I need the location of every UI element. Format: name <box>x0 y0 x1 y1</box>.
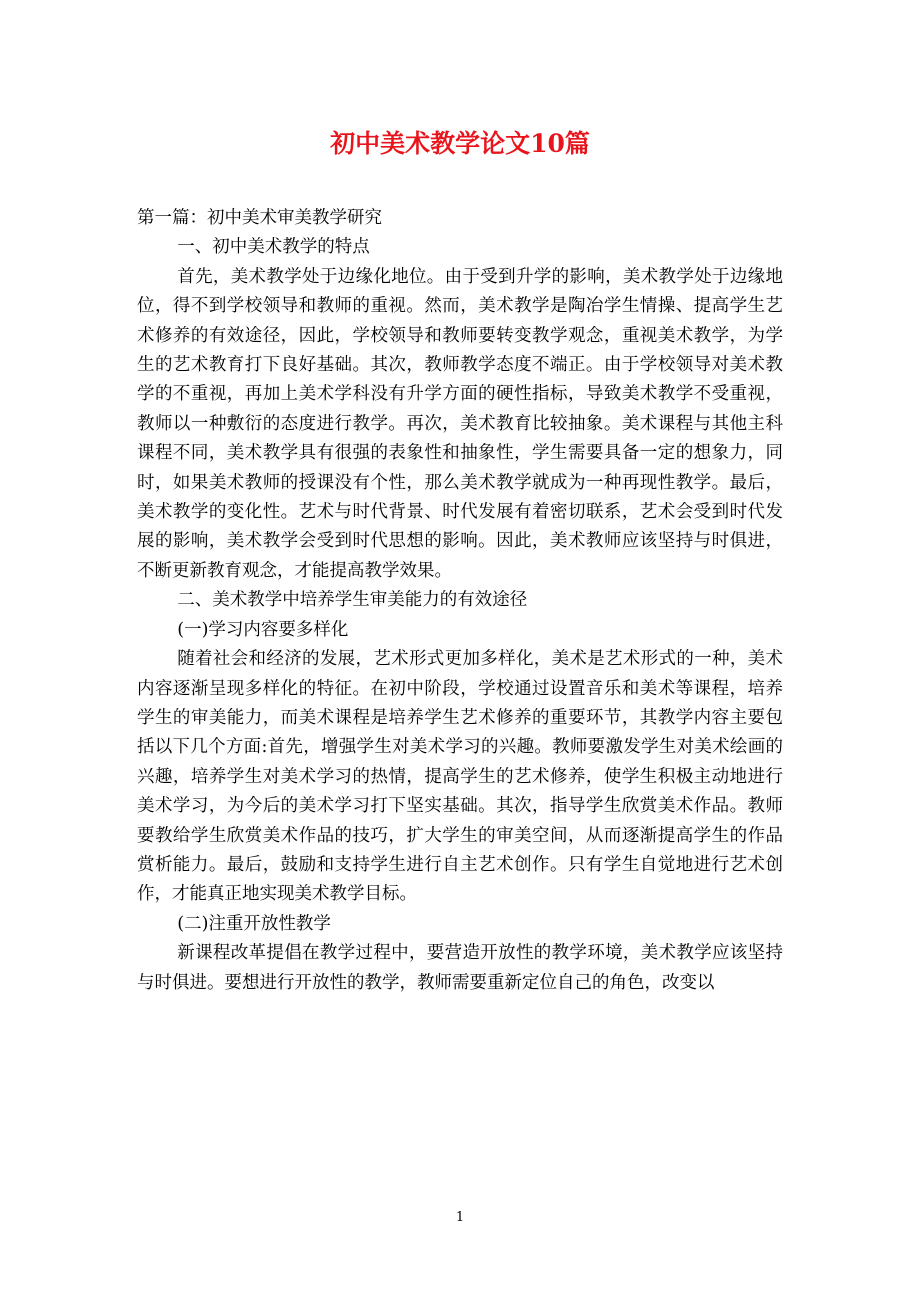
document-title: 初中美术教学论文10篇 <box>330 129 590 158</box>
subsection-heading: 二、美术教学中培养学生审美能力的有效途径 <box>177 590 528 611</box>
body-paragraph: 新课程改革提倡在教学过程中，要营造开放性的教学环境，美术教学应该坚持与时俱进。要想进行开放性的教学，教师需要重新定位自己的角色，改变以 <box>137 943 783 993</box>
page-number: 1 <box>455 1210 465 1225</box>
body-paragraph: 首先，美术教学处于边缘化地位。由于受到升学的影响，美术教学处于边缘地位，得不到学校领导和教师的重视。然而，美术教学是陶冶学生情操、提高学生艺术修养的有效途径，因此，学校领导和教师要转变教学观念，重视美术教学，为学生的艺术教育打下良好基础。其次，教师教学态度不端正。由于学校领导对美术教学的不重视，再加上美术学科没有升学方面的硬性指标，导致美术教学不受重视，教师以一种敷衍的态度进行教学。再次，美术教育比较抽象。美术课程与其他主科课程不同，美术教学具有很强的表象性和抽象性，学生需要具备一定的想象力，同时，如果美术教师的授课没有个性，那么美术教学就成为一种再现性教学。最后，美术教学的变化性。艺术与时代背景、时代发展有着密切联系，艺术会受到时代发展的影响，美术教学会受到时代思想的影响。因此，美术教师应该坚持与时俱进，不断更新教育观念，才能提高教学效果。 <box>137 266 783 581</box>
document-body <box>137 204 783 998</box>
section-heading: 第一篇：初中美术审美教学研究 <box>137 208 382 228</box>
subsection-heading: 一、初中美术教学的特点 <box>177 237 370 258</box>
subsection-heading: (一)学习内容要多样化 <box>177 619 349 640</box>
subsection-heading: (二)注重开放性教学 <box>177 913 331 934</box>
body-paragraph: 随着社会和经济的发展，艺术形式更加多样化，美术是艺术形式的一种，美术内容逐渐呈现多样化的特征。在初中阶段，学校通过设置音乐和美术等课程，培养学生的审美能力，而美术课程是培养学生艺术修养的重要环节，其教学内容主要包括以下几个方面:首先，增强学生对美术学习的兴趣。教师要激发学生对美术绘画的兴趣，培养学生对美术学习的热情，提高学生的艺术修养，使学生积极主动地进行美术学习，为今后的美术学习打下坚实基础。其次，指导学生欣赏美术作品。教师要教给学生欣赏美术作品的技巧，扩大学生的审美空间，从而逐渐提高学生的作品赏析能力。最后，鼓励和支持学生进行自主艺术创作。只有学生自觉地进行艺术创作，才能真正地实现美术教学目标。 <box>137 649 783 905</box>
